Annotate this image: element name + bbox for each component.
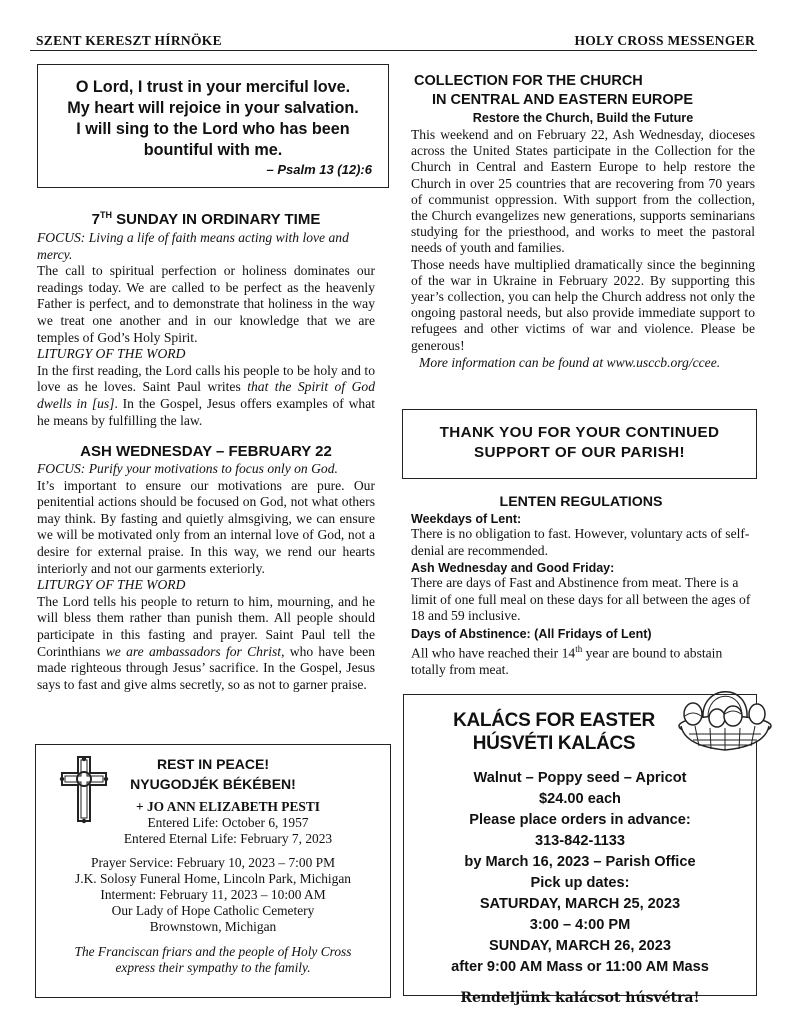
kalacs-price: $24.00 each	[539, 791, 621, 807]
collection-paragraph-2: Those needs have multiplied dramatically since the beginning of the war in Ukraine in February 2022. By supporting this year’s collection, you can help the Church address not only the ongoing pastoral needs, but also provide immediate support to refugees and other victims of war and violence. Please be generous!	[411, 256, 755, 353]
cemetery: Our Lady of Hope Catholic Cemetery	[111, 903, 315, 918]
ash-title: ASH WEDNESDAY – FEBRUARY 22	[80, 443, 332, 460]
lenten-weekdays-text: There is no obligation to fast. However, voluntary acts of self-denial are recommended.	[411, 526, 750, 558]
lenten-abstinence-text: All who have reached their 14th year are bound to abstain totally from meat.	[411, 643, 723, 678]
psalm-line: I will sing to the Lord who has been	[76, 120, 350, 138]
kalacs-phone: 313-842-1133	[534, 833, 626, 849]
collection-title: COLLECTION FOR THE CHURCH	[414, 73, 643, 89]
psalm-line: My heart will rejoice in your salvation.	[67, 99, 359, 117]
psalm-box	[37, 64, 389, 188]
header-left: SZENT KERESZT HÍRNÖKE	[36, 33, 222, 48]
ash-liturgy-paragraph: The Lord tells his people to return to him, mourning, and he will bless them rather than punish them. All people should participate in this fasting and prayer. Saint Paul tell the Corinthians we are ambassadors for Christ, who have been made righteous through Jesus’ sacrifice. In the Gospel, Jesus says to fast and give alms secretly, so as not to garner praise.	[37, 593, 376, 692]
collection-subtitle: Restore the Church, Build the Future	[472, 111, 694, 125]
kalacs-saturday-time: 3:00 – 4:00 PM	[529, 917, 631, 933]
psalm-line: O Lord, I trust in your merciful love.	[75, 78, 351, 96]
rip-title: REST IN PEACE!	[156, 756, 269, 772]
lenten-title: LENTEN REGULATIONS	[499, 494, 663, 510]
sunday-focus: FOCUS: Living a life of faith means acting with love and mercy.	[37, 230, 349, 262]
psalm-line: bountiful with me.	[143, 141, 283, 159]
collection-paragraph: This weekend and on February 22, Ash Wednesday, dioceses across the United States participate in the Collection for the Church in Central and Eastern Europe to help restore the Church in over 25 countries that are recovering from 70 years of communist oppression. With support from the collection, the Church evangelizes new generations, supports seminarians studying for the priesthood, and works to meet the pastoral needs of youth and families.	[411, 127, 755, 256]
lenten-ash-label: Ash Wednesday and Good Friday:	[411, 561, 615, 576]
header-rule	[30, 50, 757, 51]
sunday-liturgy-label: LITURGY OF THE WORD	[37, 346, 186, 362]
thanks-box	[402, 409, 757, 479]
ash-liturgy-label: LITURGY OF THE WORD	[37, 577, 186, 593]
interment: Interment: February 11, 2023 – 10:00 AM	[100, 887, 326, 902]
lenten-abstinence-label: Days of Abstinence: (All Fridays of Lent)	[411, 626, 652, 641]
collection-section	[411, 72, 755, 371]
prayer-service: Prayer Service: February 10, 2023 – 7:00 PM	[91, 855, 335, 870]
sympathy-line: express their sympathy to the family.	[115, 960, 311, 975]
sunday-title: 7TH SUNDAY IN ORDINARY TIME	[91, 210, 321, 228]
sunday-paragraph: The call to spiritual perfection or holiness dominates our readings today. We are called to be perfect as the heavenly Father is perfect, and to demonstrate that holiness in the way we treat one another and in our knowledge that we are temples of God’s Holy Spirit.	[37, 263, 375, 345]
deceased-name: + JO ANN ELIZABETH PESTI	[136, 799, 320, 814]
entered-life: Entered Life: October 6, 1957	[147, 815, 309, 830]
sunday-liturgy-paragraph: In the first reading, the Lord calls his people to be holy and to love as he loves. Saint Paul writes that the Spirit of God dwells in [us]. In the Gospel, Jesus offers examples of what he means by fulfilling the law.	[37, 362, 376, 428]
easter-basket-icon	[675, 674, 775, 754]
ash-section	[37, 443, 375, 693]
entered-eternal-life: Entered Eternal Life: February 7, 2023	[123, 831, 333, 846]
kalacs-saturday: SATURDAY, MARCH 25, 2023	[479, 896, 681, 912]
thanks-line: SUPPORT OF OUR PARISH!	[473, 444, 686, 461]
lenten-ash-text: There are days of Fast and Abstinence from meat. There is a limit of one full meal on these days for all between the ages of 18 and 59 inclusive.	[411, 575, 751, 624]
rip-box	[35, 744, 391, 998]
lenten-weekdays-label: Weekdays of Lent:	[411, 512, 522, 526]
thanks-line: THANK YOU FOR YOUR CONTINUED	[439, 424, 720, 441]
collection-more-info: More information can be found at www.usccb.org/ccee.	[419, 354, 721, 370]
sunday-section	[37, 210, 375, 429]
kalacs-deadline: by March 16, 2023 – Parish Office	[464, 854, 696, 870]
cemetery-city: Brownstown, Michigan	[149, 919, 277, 934]
lenten-section	[411, 494, 751, 679]
funeral-home: J.K. Solosy Funeral Home, Lincoln Park, Michigan	[75, 871, 351, 886]
collection-title-2: IN CENTRAL AND EASTERN EUROPE	[432, 92, 694, 108]
kalacs-sunday: SUNDAY, MARCH 26, 2023	[489, 938, 671, 954]
sympathy-line: The Franciscan friars and the people of Holy Cross	[74, 944, 352, 959]
psalm-citation: – Psalm 13 (12):6	[266, 162, 372, 177]
rip-title-hungarian: NYUGODJÉK BÉKÉBEN!	[130, 776, 296, 792]
ash-paragraph: It’s important to ensure our motivations are pure. Our penitential actions should be focused on God, not what others may think. By fasting and quietly almsgiving, we can ensure we will be motivated only from an internal love of God, not a desire for external praise. In this way, we rend our hearts interiorly and not our garments exteriorly.	[37, 477, 375, 576]
ash-focus: FOCUS: Purify your motivations to focus only on God.	[37, 461, 338, 476]
kalacs-flavors: Walnut – Poppy seed – Apricot	[473, 770, 687, 786]
kalacs-order-note: Please place orders in advance:	[469, 812, 691, 828]
kalacs-title: KALÁCS FOR EASTER	[453, 710, 655, 731]
kalacs-pickup-label: Pick up dates:	[530, 875, 630, 891]
kalacs-sunday-time: after 9:00 AM Mass or 11:00 AM Mass	[451, 959, 709, 975]
kalacs-title-hungarian: HÚSVÉTI KALÁCS	[472, 733, 636, 754]
header-right: HOLY CROSS MESSENGER	[574, 33, 755, 48]
kalacs-hungarian-note: Rendeljünk kalácsot húsvétra!	[460, 990, 700, 1006]
